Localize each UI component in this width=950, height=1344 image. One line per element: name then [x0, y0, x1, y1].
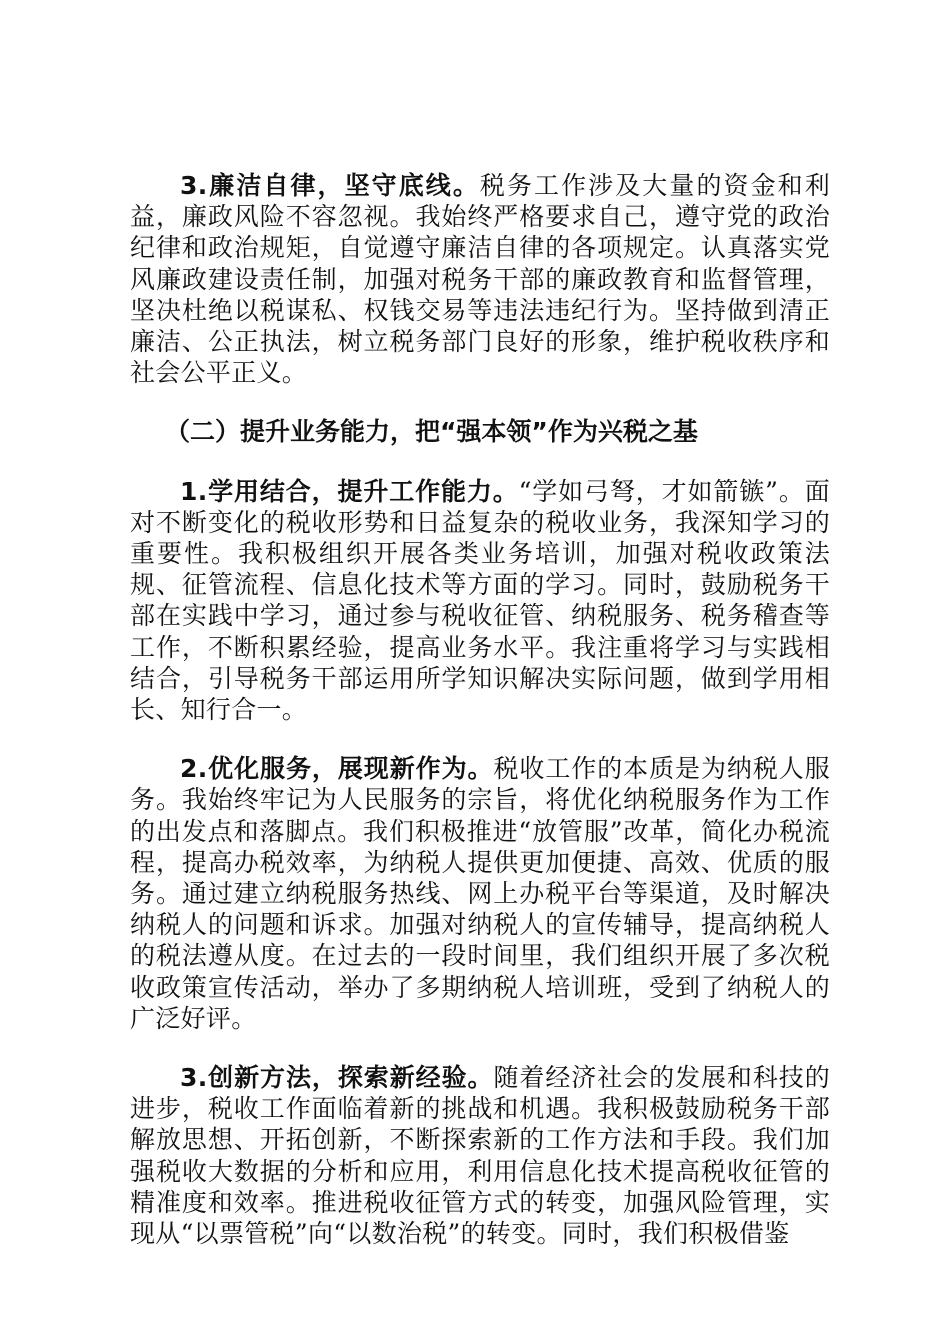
- paragraph-integrity: [130, 170, 830, 388]
- paragraph-body: 税收工作的本质是为纳税人服务。我始终牢记为人民服务的宗旨，将优化纳税服务作为工作的出发点和落脚点。我们积极推进“放管服”改革，简化办税流程，提高办税效率，为纳税人提供更加便捷、高效、优质的服务。通过建立纳税服务热线、网上办税平台等渠道，及时解决纳税人的问题和诉求。加强对纳税人的宣传辅导，提高纳税人的税法遵从度。在过去的一段时间里，我们组织开展了多次税收政策宣传活动，举办了多期纳税人培训班，受到了纳税人的广泛好评。: [130, 754, 831, 1033]
- paragraph-innovation: [130, 1062, 830, 1249]
- paragraph-learning: [130, 476, 830, 726]
- section-heading: （二）提升业务能力，把“强本领”作为兴税之基: [165, 417, 698, 447]
- paragraph-lead: 3.创新方法，探索新经验。: [180, 1063, 494, 1093]
- paragraph-body: 税务工作涉及大量的资金和利益，廉政风险不容忽视。我始终严格要求自己，遵守党的政治纪律和政治规矩，自觉遵守廉洁自律的各项规定。认真落实党风廉政建设责任制，加强对税务干部的廉政教育和监督管理，坚决杜绝以税谋私、权钱交易等违法违纪行为。坚持做到清正廉洁、公正执法，树立税务部门良好的形象，维护税收秩序和社会公平正义。: [130, 171, 831, 388]
- paragraph-body: “学如弓弩，才如箭镞”。面对不断变化的税收形势和日益复杂的税收业务，我深知学习的重要性。我积极组织开展各类业务培训，加强对税收政策法规、征管流程、信息化技术等方面的学习。同时，鼓励税务干部在实践中学习，通过参与税收征管、纳税服务、税务稽查等工作，不断积累经验，提高业务水平。我注重将学习与实践相结合，引导税务干部运用所学知识解决实际问题，做到学用相长、知行合一。: [130, 476, 831, 725]
- paragraph-lead: 3.廉洁自律，坚守底线。: [180, 171, 480, 200]
- paragraph-body: 随着经济社会的发展和科技的进步，税收工作面临着新的挑战和机遇。我积极鼓励税务干部解放思想、开拓创新，不断探索新的工作方法和手段。我们加强税收大数据的分析和应用，利用信息化技术提高税收征管的精准度和效率。推进税收征管方式的转变，加强风险管理，实现从“以票管税”向“以数治税”的转变。同时，我们积极借鉴: [130, 1063, 831, 1249]
- document-page: [130, 170, 830, 1249]
- paragraph-lead: 1.学用结合，提升工作能力。: [180, 476, 519, 506]
- paragraph-lead: 2.优化服务，展现新作为。: [180, 754, 494, 784]
- paragraph-service: [130, 753, 830, 1034]
